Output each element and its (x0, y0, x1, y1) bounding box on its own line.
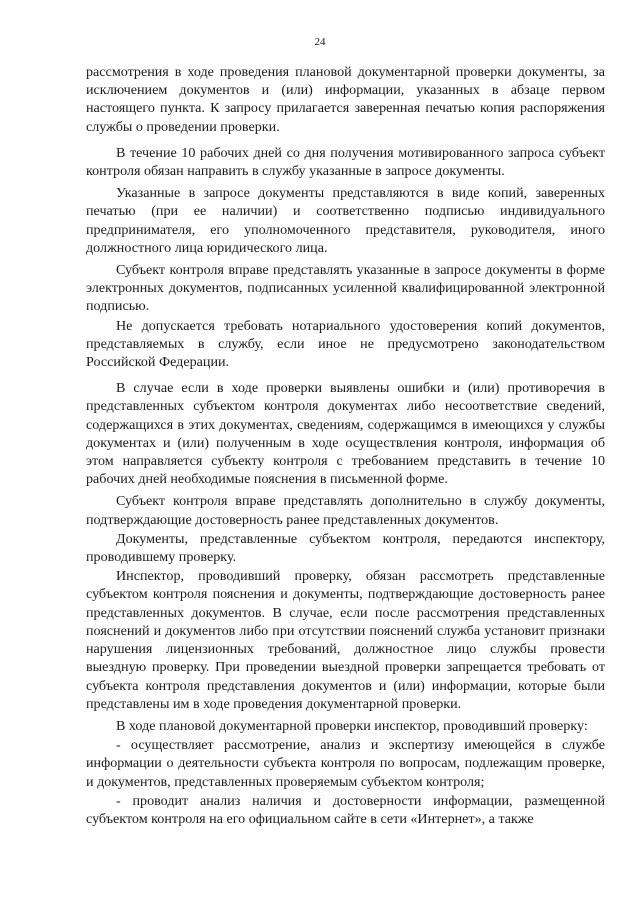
paragraph-3: Указанные в запросе документы представляются в виде копий, заверенных печатью (при ее наличии) и соответственно подписью индивидуального предпринимателя, его уполномоченного представителя, руководителя, иного должностного лица юридического лица. (86, 185, 605, 256)
paragraph-9: Инспектор, проводивший проверку, обязан рассмотреть представленные субъектом контроля пояснения и документы, подтверждающие достоверность ранее представленных документов. В случае, если после рассмотрения представленных пояснений и документов либо при отсутствии пояснений служба установит признаки нарушения лицензионных требований, должностное лицо службы провести выездную проверку. При проведении выездной проверки запрещается требовать от субъекта контроля представления документов и (или) информации, которые были представлены им в ходе проведения документарной проверки. (86, 568, 605, 712)
paragraph-10: В ходе плановой документарной проверки инспектор, проводивший проверку: (116, 717, 588, 734)
list-item-1: - осуществляет рассмотрение, анализ и экспертизу имеющейся в службе информации о деятельности субъекта контроля по вопросам, подлежащим проверке, и документов, представленных проверяемым субъектом контроля; (86, 737, 605, 790)
paragraph-8: Документы, представленные субъектом контроля, передаются инспектору, проводившему проверку. (86, 530, 605, 566)
paragraph-1: рассмотрения в ходе проведения плановой документарной проверки документы, за исключением документов и (или) информации, указанных в абзаце первом настоящего пункта. К запросу прилагается заверенная печатью копия распоряжения службы о проведении проверки. (86, 64, 605, 135)
paragraph-4: Субъект контроля вправе представлять указанные в запросе документы в форме электронных документов, подписанных усиленной квалифицированной электронной подписью. (86, 262, 605, 315)
paragraph-7: Субъект контроля вправе представлять дополнительно в службу документы, подтверждающие достоверность ранее представленных документов. (86, 493, 605, 528)
page-number: 24 (314, 36, 326, 48)
paragraph-6: В случае если в ходе проверки выявлены ошибки и (или) противоречия в представленных субъектом контроля документах либо несоответствие сведений, содержащихся в этих документах, сведениям, содержащимся в имеющихся у службы документах и (или) полученным в ходе осуществления контроля, информация об этом направляется субъекту контроля с требованием представить в течение 10 рабочих дней необходимые пояснения в письменной форме. (86, 380, 605, 488)
paragraph-2: В течение 10 рабочих дней со дня получения мотивированного запроса субъект контроля обязан направить в службу указанные в запросе документы. (86, 144, 605, 180)
list-item-2: - проводит анализ наличия и достоверности информации, размещенной субъектом контроля на его официальном сайте в сети «Интернет», а также (86, 792, 605, 827)
document-body (86, 63, 605, 828)
paragraph-5: Не допускается требовать нотариального удостоверения копий документов, представляемых в службу, если иное не предусмотрено законодательством Российской Федерации. (86, 317, 605, 371)
